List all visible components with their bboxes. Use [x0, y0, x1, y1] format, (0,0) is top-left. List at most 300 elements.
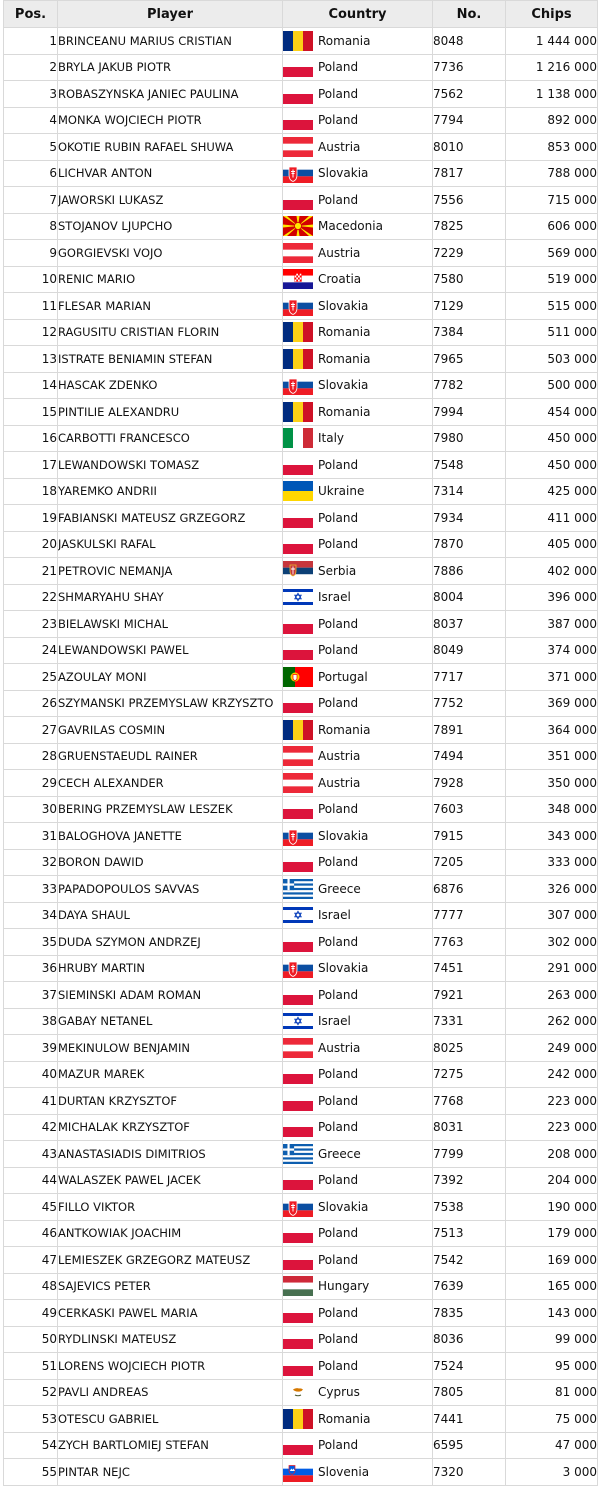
- position-cell: 7: [4, 187, 58, 214]
- table-row: [4, 664, 598, 691]
- position-cell: 18: [4, 478, 58, 505]
- poland-flag-icon: [283, 57, 313, 77]
- chip-count-cell: 242 000: [506, 1061, 598, 1088]
- chip-count-cell: 307 000: [506, 902, 598, 929]
- serbia-flag-icon: [283, 561, 313, 581]
- header-country: Country: [283, 1, 433, 28]
- table-row: [4, 1114, 598, 1141]
- player-number-cell: 7494: [433, 743, 506, 770]
- table-row: [4, 266, 598, 293]
- position-cell: 52: [4, 1379, 58, 1406]
- player-name-cell: PAVLI ANDREAS: [58, 1379, 283, 1406]
- chip-count-cell: 75 000: [506, 1406, 598, 1433]
- country-cell: [283, 1008, 433, 1035]
- austria-flag-icon: [283, 137, 313, 157]
- austria-flag-icon: [283, 773, 313, 793]
- player-number-cell: 7229: [433, 240, 506, 267]
- chip-count-cell: 223 000: [506, 1114, 598, 1141]
- romania-flag-icon: [283, 31, 313, 51]
- player-number-cell: 7782: [433, 372, 506, 399]
- chip-count-cell: 263 000: [506, 982, 598, 1009]
- position-cell: 9: [4, 240, 58, 267]
- country-cell: [283, 293, 433, 320]
- country-cell: [283, 1459, 433, 1486]
- poland-flag-icon: [283, 1435, 313, 1455]
- chip-count-cell: 99 000: [506, 1326, 598, 1353]
- chip-count-cell: 500 000: [506, 372, 598, 399]
- table-row: [4, 584, 598, 611]
- table-row: [4, 876, 598, 903]
- position-cell: 28: [4, 743, 58, 770]
- player-number-cell: 7314: [433, 478, 506, 505]
- player-number-cell: 8036: [433, 1326, 506, 1353]
- country-cell: [283, 1167, 433, 1194]
- chip-count-cell: 249 000: [506, 1035, 598, 1062]
- country-name: Austria: [318, 139, 361, 154]
- country-name: Poland: [318, 60, 359, 75]
- table-row: [4, 849, 598, 876]
- position-cell: 5: [4, 134, 58, 161]
- player-number-cell: 7915: [433, 823, 506, 850]
- player-name-cell: BALOGHOVA JANETTE: [58, 823, 283, 850]
- chip-count-cell: 3 000: [506, 1459, 598, 1486]
- poland-flag-icon: [283, 852, 313, 872]
- austria-flag-icon: [283, 243, 313, 263]
- player-number-cell: 8010: [433, 134, 506, 161]
- country-name: Poland: [318, 1226, 359, 1241]
- player-name-cell: GABAY NETANEL: [58, 1008, 283, 1035]
- table-row: [4, 1406, 598, 1433]
- chip-count-cell: 190 000: [506, 1194, 598, 1221]
- player-name-cell: LEWANDOWSKI TOMASZ: [58, 452, 283, 479]
- player-number-cell: 7513: [433, 1220, 506, 1247]
- chip-count-cell: 515 000: [506, 293, 598, 320]
- table-row: [4, 293, 598, 320]
- country-cell: [283, 266, 433, 293]
- table-row: [4, 929, 598, 956]
- country-cell: [283, 505, 433, 532]
- slovenia-flag-icon: [283, 1462, 313, 1482]
- poland-flag-icon: [283, 1091, 313, 1111]
- player-number-cell: 7562: [433, 81, 506, 108]
- header-pos: Pos.: [4, 1, 58, 28]
- position-cell: 33: [4, 876, 58, 903]
- country-cell: [283, 796, 433, 823]
- player-name-cell: RAGUSITU CRISTIAN FLORIN: [58, 319, 283, 346]
- player-number-cell: 8025: [433, 1035, 506, 1062]
- chip-count-cell: 454 000: [506, 399, 598, 426]
- country-cell: [283, 1220, 433, 1247]
- country-name: Poland: [318, 1173, 359, 1188]
- position-cell: 48: [4, 1273, 58, 1300]
- poland-flag-icon: [283, 455, 313, 475]
- chip-count-cell: 511 000: [506, 319, 598, 346]
- chip-count-cell: 262 000: [506, 1008, 598, 1035]
- header-player: Player: [58, 1, 283, 28]
- chip-count-cell: 450 000: [506, 425, 598, 452]
- table-row: [4, 1273, 598, 1300]
- country-name: Slovakia: [318, 961, 369, 976]
- poland-flag-icon: [283, 614, 313, 634]
- chip-count-cell: 1 138 000: [506, 81, 598, 108]
- country-cell: [283, 452, 433, 479]
- country-cell: [283, 690, 433, 717]
- chip-count-cell: 364 000: [506, 717, 598, 744]
- table-row: [4, 1326, 598, 1353]
- player-number-cell: 7817: [433, 160, 506, 187]
- player-name-cell: MICHALAK KRZYSZTOF: [58, 1114, 283, 1141]
- chip-count-cell: 425 000: [506, 478, 598, 505]
- position-cell: 49: [4, 1300, 58, 1327]
- country-cell: [283, 770, 433, 797]
- table-row: [4, 743, 598, 770]
- table-row: [4, 399, 598, 426]
- chip-count-cell: 81 000: [506, 1379, 598, 1406]
- position-cell: 8: [4, 213, 58, 240]
- romania-flag-icon: [283, 1409, 313, 1429]
- player-name-cell: AZOULAY MONI: [58, 664, 283, 691]
- poland-flag-icon: [283, 110, 313, 130]
- country-name: Slovakia: [318, 828, 369, 843]
- country-cell: [283, 187, 433, 214]
- country-name: Austria: [318, 749, 361, 764]
- romania-flag-icon: [283, 720, 313, 740]
- player-number-cell: 7994: [433, 399, 506, 426]
- position-cell: 3: [4, 81, 58, 108]
- player-name-cell: ISTRATE BENIAMIN STEFAN: [58, 346, 283, 373]
- chip-count-cell: 402 000: [506, 558, 598, 585]
- player-name-cell: HASCAK ZDENKO: [58, 372, 283, 399]
- player-number-cell: 7768: [433, 1088, 506, 1115]
- country-name: Greece: [318, 1146, 361, 1161]
- player-name-cell: OTESCU GABRIEL: [58, 1406, 283, 1433]
- position-cell: 44: [4, 1167, 58, 1194]
- country-cell: [283, 1114, 433, 1141]
- player-name-cell: STOJANOV LJUPCHO: [58, 213, 283, 240]
- chip-count-cell: 450 000: [506, 452, 598, 479]
- chip-count-cell: 788 000: [506, 160, 598, 187]
- position-cell: 42: [4, 1114, 58, 1141]
- country-cell: [283, 28, 433, 55]
- poland-flag-icon: [283, 1303, 313, 1323]
- position-cell: 11: [4, 293, 58, 320]
- table-row: [4, 372, 598, 399]
- position-cell: 26: [4, 690, 58, 717]
- player-name-cell: DUDA SZYMON ANDRZEJ: [58, 929, 283, 956]
- country-cell: [283, 955, 433, 982]
- country-cell: [283, 213, 433, 240]
- chip-count-cell: 350 000: [506, 770, 598, 797]
- country-name: Poland: [318, 1093, 359, 1108]
- chip-count-cell: 208 000: [506, 1141, 598, 1168]
- chip-count-cell: 223 000: [506, 1088, 598, 1115]
- table-row: [4, 346, 598, 373]
- chip-count-cell: 179 000: [506, 1220, 598, 1247]
- poland-flag-icon: [283, 1223, 313, 1243]
- player-number-cell: 7524: [433, 1353, 506, 1380]
- table-row: [4, 505, 598, 532]
- poland-flag-icon: [283, 84, 313, 104]
- player-number-cell: 6595: [433, 1432, 506, 1459]
- position-cell: 51: [4, 1353, 58, 1380]
- slovakia-flag-icon: [283, 1197, 313, 1217]
- country-cell: [283, 319, 433, 346]
- chip-count-cell: 95 000: [506, 1353, 598, 1380]
- country-name: Poland: [318, 987, 359, 1002]
- country-cell: [283, 346, 433, 373]
- country-name: Portugal: [318, 669, 368, 684]
- poland-flag-icon: [283, 693, 313, 713]
- player-name-cell: SZYMANSKI PRZEMYSLAW KRZYSZTO: [58, 690, 283, 717]
- country-name: Poland: [318, 1358, 359, 1373]
- player-number-cell: 7320: [433, 1459, 506, 1486]
- player-name-cell: DAYA SHAUL: [58, 902, 283, 929]
- position-cell: 54: [4, 1432, 58, 1459]
- table-row: [4, 425, 598, 452]
- country-name: Poland: [318, 696, 359, 711]
- player-name-cell: LEWANDOWSKI PAWEL: [58, 637, 283, 664]
- table-row: [4, 1088, 598, 1115]
- position-cell: 36: [4, 955, 58, 982]
- table-row: [4, 1220, 598, 1247]
- country-name: Croatia: [318, 272, 362, 287]
- portugal-flag-icon: [283, 667, 313, 687]
- country-name: Austria: [318, 1040, 361, 1055]
- israel-flag-icon: [283, 1011, 313, 1031]
- croatia-flag-icon: [283, 269, 313, 289]
- country-cell: [283, 1432, 433, 1459]
- country-name: Poland: [318, 192, 359, 207]
- player-name-cell: BRYLA JAKUB PIOTR: [58, 54, 283, 81]
- country-cell: [283, 743, 433, 770]
- country-name: Austria: [318, 775, 361, 790]
- table-row: [4, 213, 598, 240]
- table-row: [4, 1008, 598, 1035]
- player-name-cell: FILLO VIKTOR: [58, 1194, 283, 1221]
- table-row: [4, 28, 598, 55]
- country-cell: [283, 1141, 433, 1168]
- slovakia-flag-icon: [283, 296, 313, 316]
- italy-flag-icon: [283, 428, 313, 448]
- country-cell: [283, 160, 433, 187]
- player-name-cell: SHMARYAHU SHAY: [58, 584, 283, 611]
- player-name-cell: ANASTASIADIS DIMITRIOS: [58, 1141, 283, 1168]
- chip-count-cell: 371 000: [506, 664, 598, 691]
- chip-count-cell: 387 000: [506, 611, 598, 638]
- austria-flag-icon: [283, 1038, 313, 1058]
- country-cell: [283, 54, 433, 81]
- country-name: Poland: [318, 1438, 359, 1453]
- player-number-cell: 8037: [433, 611, 506, 638]
- country-name: Poland: [318, 643, 359, 658]
- position-cell: 34: [4, 902, 58, 929]
- chip-count-table: [3, 0, 598, 1486]
- table-row: [4, 558, 598, 585]
- country-cell: [283, 637, 433, 664]
- poland-flag-icon: [283, 534, 313, 554]
- player-name-cell: MAZUR MAREK: [58, 1061, 283, 1088]
- player-name-cell: BERING PRZEMYSLAW LESZEK: [58, 796, 283, 823]
- country-name: Poland: [318, 113, 359, 128]
- player-number-cell: 7538: [433, 1194, 506, 1221]
- player-number-cell: 7556: [433, 187, 506, 214]
- player-number-cell: 7384: [433, 319, 506, 346]
- country-name: Macedonia: [318, 219, 383, 234]
- country-cell: [283, 664, 433, 691]
- country-name: Poland: [318, 1332, 359, 1347]
- country-name: Poland: [318, 457, 359, 472]
- player-number-cell: 7928: [433, 770, 506, 797]
- player-number-cell: 7799: [433, 1141, 506, 1168]
- chip-count-cell: 405 000: [506, 531, 598, 558]
- country-cell: [283, 372, 433, 399]
- header-chips: Chips: [506, 1, 598, 28]
- position-cell: 10: [4, 266, 58, 293]
- player-number-cell: 7763: [433, 929, 506, 956]
- poland-flag-icon: [283, 799, 313, 819]
- table-row: [4, 187, 598, 214]
- country-name: Israel: [318, 1014, 351, 1029]
- table-row: [4, 531, 598, 558]
- table-row: [4, 1379, 598, 1406]
- country-name: Romania: [318, 722, 371, 737]
- player-number-cell: 7603: [433, 796, 506, 823]
- player-number-cell: 8004: [433, 584, 506, 611]
- player-name-cell: GRUENSTAEUDL RAINER: [58, 743, 283, 770]
- position-cell: 55: [4, 1459, 58, 1486]
- player-name-cell: CECH ALEXANDER: [58, 770, 283, 797]
- player-number-cell: 6876: [433, 876, 506, 903]
- player-name-cell: YAREMKO ANDRII: [58, 478, 283, 505]
- player-name-cell: PINTILIE ALEXANDRU: [58, 399, 283, 426]
- position-cell: 27: [4, 717, 58, 744]
- israel-flag-icon: [283, 587, 313, 607]
- player-name-cell: SAJEVICS PETER: [58, 1273, 283, 1300]
- player-number-cell: 7639: [433, 1273, 506, 1300]
- player-name-cell: JASKULSKI RAFAL: [58, 531, 283, 558]
- player-name-cell: ANTKOWIAK JOACHIM: [58, 1220, 283, 1247]
- poland-flag-icon: [283, 640, 313, 660]
- player-name-cell: RYDLINSKI MATEUSZ: [58, 1326, 283, 1353]
- player-number-cell: 7205: [433, 849, 506, 876]
- table-row: [4, 982, 598, 1009]
- position-cell: 41: [4, 1088, 58, 1115]
- country-name: Poland: [318, 616, 359, 631]
- country-name: Romania: [318, 33, 371, 48]
- slovakia-flag-icon: [283, 958, 313, 978]
- macedonia-flag-icon: [283, 216, 313, 236]
- player-number-cell: 7870: [433, 531, 506, 558]
- table-row: [4, 902, 598, 929]
- country-name: Slovakia: [318, 378, 369, 393]
- position-cell: 29: [4, 770, 58, 797]
- position-cell: 20: [4, 531, 58, 558]
- player-name-cell: BRINCEANU MARIUS CRISTIAN: [58, 28, 283, 55]
- poland-flag-icon: [283, 1250, 313, 1270]
- table-row: [4, 81, 598, 108]
- player-number-cell: 7736: [433, 54, 506, 81]
- chip-count-cell: 606 000: [506, 213, 598, 240]
- table-row: [4, 611, 598, 638]
- chip-count-cell: 1 216 000: [506, 54, 598, 81]
- position-cell: 17: [4, 452, 58, 479]
- country-cell: [283, 240, 433, 267]
- country-name: Poland: [318, 1067, 359, 1082]
- player-number-cell: 7392: [433, 1167, 506, 1194]
- country-name: Poland: [318, 86, 359, 101]
- country-cell: [283, 425, 433, 452]
- player-name-cell: CERKASKI PAWEL MARIA: [58, 1300, 283, 1327]
- player-name-cell: BORON DAWID: [58, 849, 283, 876]
- chip-count-cell: 853 000: [506, 134, 598, 161]
- country-cell: [283, 558, 433, 585]
- position-cell: 16: [4, 425, 58, 452]
- country-cell: [283, 478, 433, 505]
- country-name: Romania: [318, 404, 371, 419]
- table-row: [4, 717, 598, 744]
- position-cell: 35: [4, 929, 58, 956]
- player-number-cell: 7891: [433, 717, 506, 744]
- chip-count-cell: 374 000: [506, 637, 598, 664]
- player-number-cell: 7835: [433, 1300, 506, 1327]
- slovakia-flag-icon: [283, 375, 313, 395]
- country-cell: [283, 531, 433, 558]
- player-name-cell: MONKA WOJCIECH PIOTR: [58, 107, 283, 134]
- country-cell: [283, 611, 433, 638]
- table-row: [4, 319, 598, 346]
- position-cell: 32: [4, 849, 58, 876]
- table-row: [4, 955, 598, 982]
- country-cell: [283, 1379, 433, 1406]
- player-number-cell: 7965: [433, 346, 506, 373]
- country-cell: [283, 399, 433, 426]
- chip-count-cell: 519 000: [506, 266, 598, 293]
- player-name-cell: MEKINULOW BENJAMIN: [58, 1035, 283, 1062]
- country-name: Poland: [318, 802, 359, 817]
- player-number-cell: 8048: [433, 28, 506, 55]
- chip-count-cell: 204 000: [506, 1167, 598, 1194]
- chip-count-cell: 369 000: [506, 690, 598, 717]
- player-name-cell: JAWORSKI LUKASZ: [58, 187, 283, 214]
- country-cell: [283, 849, 433, 876]
- header-no: No.: [433, 1, 506, 28]
- table-row: [4, 1353, 598, 1380]
- position-cell: 30: [4, 796, 58, 823]
- country-cell: [283, 134, 433, 161]
- country-cell: [283, 107, 433, 134]
- country-cell: [283, 584, 433, 611]
- table-row: [4, 452, 598, 479]
- poland-flag-icon: [283, 190, 313, 210]
- table-row: [4, 478, 598, 505]
- poland-flag-icon: [283, 1329, 313, 1349]
- position-cell: 22: [4, 584, 58, 611]
- country-cell: [283, 823, 433, 850]
- table-row: [4, 54, 598, 81]
- table-row: [4, 1247, 598, 1274]
- israel-flag-icon: [283, 905, 313, 925]
- player-name-cell: PINTAR NEJC: [58, 1459, 283, 1486]
- player-name-cell: CARBOTTI FRANCESCO: [58, 425, 283, 452]
- country-cell: [283, 929, 433, 956]
- country-name: Cyprus: [318, 1385, 360, 1400]
- position-cell: 31: [4, 823, 58, 850]
- position-cell: 14: [4, 372, 58, 399]
- position-cell: 38: [4, 1008, 58, 1035]
- country-name: Slovakia: [318, 1199, 369, 1214]
- player-name-cell: LORENS WOJCIECH PIOTR: [58, 1353, 283, 1380]
- country-cell: [283, 1326, 433, 1353]
